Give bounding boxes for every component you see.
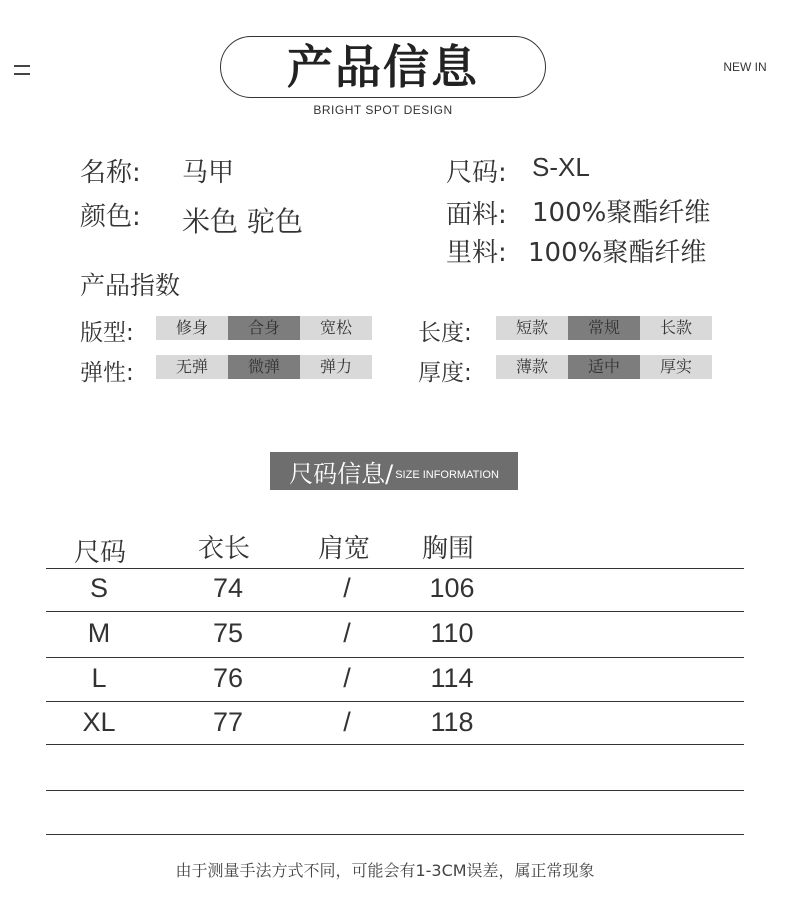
table-cell: 110: [430, 618, 474, 648]
length-scale: [496, 316, 712, 340]
fit-option-selected: 合身: [228, 316, 300, 340]
elasticity-option: 无弹: [156, 355, 228, 379]
size-info-subtitle: SIZE INFORMATION: [395, 469, 499, 481]
lining-label: 里料:: [446, 238, 507, 268]
table-row: [0, 618, 790, 654]
lining-value: 100%聚酯纤维: [528, 238, 707, 268]
size-range-label: 尺码:: [446, 158, 507, 188]
table-cell: 114: [430, 663, 474, 693]
table-cell: /: [343, 573, 351, 603]
page-title: 产品信息: [287, 40, 479, 94]
table-cell: L: [91, 663, 107, 693]
new-in-label: NEW IN: [723, 60, 767, 74]
table-header-bust: 胸围: [422, 534, 475, 564]
size-info-title: 尺码信息/: [289, 459, 394, 488]
table-cell: S: [89, 573, 108, 603]
elasticity-option-selected: 微弹: [228, 355, 300, 379]
table-cell: /: [343, 618, 351, 648]
thickness-option: 厚实: [640, 355, 712, 379]
table-cell: /: [343, 663, 351, 693]
table-row: [0, 707, 790, 743]
fit-scale: [156, 316, 372, 340]
table-cell: 76: [212, 663, 244, 693]
elasticity-option: 弹力: [300, 355, 372, 379]
length-label: 长度:: [418, 320, 472, 346]
thickness-label: 厚度:: [418, 360, 472, 386]
table-divider: [46, 701, 744, 702]
color-label: 颜色:: [80, 202, 141, 232]
measurement-note: 由于测量手法方式不同，可能会有1-3CM误差，属正常现象: [175, 861, 595, 880]
thickness-scale: [496, 355, 712, 379]
table-cell: 118: [430, 707, 474, 737]
table-divider: [46, 657, 744, 658]
table-header-shoulder: 肩宽: [318, 534, 371, 564]
elasticity-scale: [156, 355, 372, 379]
size-range-value: S-XL: [532, 152, 590, 182]
table-cell: XL: [82, 707, 116, 737]
table-header-size: 尺码: [74, 538, 127, 568]
color-value: 米色 驼色: [182, 205, 303, 238]
table-divider: [46, 790, 744, 791]
fit-label: 版型:: [80, 320, 134, 346]
thickness-option-selected: 适中: [568, 355, 640, 379]
length-option-selected: 常规: [568, 316, 640, 340]
table-divider: [46, 611, 744, 612]
table-cell: /: [343, 707, 351, 737]
table-header-length: 衣长: [198, 534, 251, 564]
table-divider: [46, 744, 744, 745]
fit-option: 宽松: [300, 316, 372, 340]
menu-icon[interactable]: [14, 62, 30, 76]
length-option: 短款: [496, 316, 568, 340]
table-cell: 74: [212, 573, 244, 603]
table-cell: 77: [212, 707, 244, 737]
table-cell: M: [87, 618, 111, 648]
size-info-banner: [270, 452, 518, 490]
table-cell: 75: [212, 618, 244, 648]
page-subtitle: BRIGHT SPOT DESIGN: [313, 103, 453, 117]
table-row: [0, 573, 790, 609]
name-value: 马甲: [182, 158, 235, 188]
table-divider: [46, 834, 744, 835]
fabric-value: 100%聚酯纤维: [532, 198, 711, 228]
fabric-label: 面料:: [446, 200, 507, 230]
product-index-title: 产品指数: [80, 271, 181, 300]
table-cell: 106: [429, 573, 475, 603]
name-label: 名称:: [80, 158, 141, 188]
fit-option: 修身: [156, 316, 228, 340]
table-row: [0, 663, 790, 699]
table-divider: [46, 568, 744, 569]
elasticity-label: 弹性:: [80, 360, 134, 386]
length-option: 长款: [640, 316, 712, 340]
thickness-option: 薄款: [496, 355, 568, 379]
